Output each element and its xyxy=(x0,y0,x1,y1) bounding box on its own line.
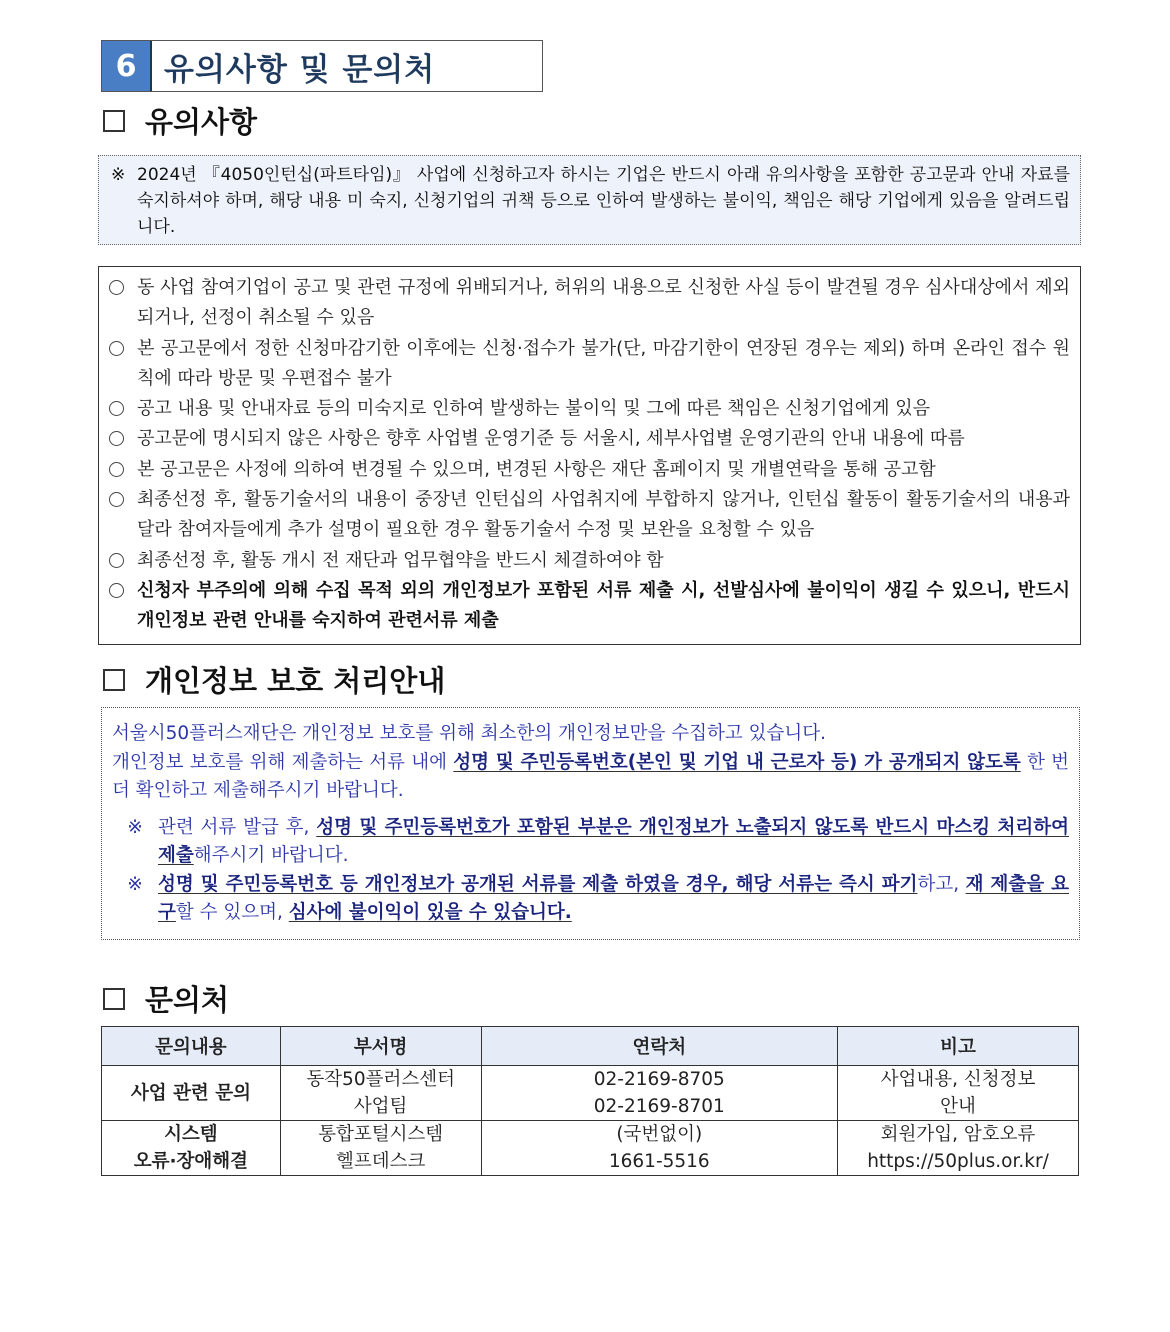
circle-bullet-icon xyxy=(109,455,137,485)
privacy-emphasis: 재 제출을 요구 xyxy=(158,873,1069,923)
table-header-row xyxy=(102,1027,1079,1066)
privacy-note-2: ※ 성명 및 주민등록번호 등 개인정보가 공개된 서류를 제출 하였을 경우, 해당 서류는 즉시 파기하고, 재 제출을 요구할 수 있으며, 심사에 불이익이 있을 수 있습니다. xyxy=(112,871,1069,928)
notice-intro-text: 2024년 『4050인턴십(파트타임)』 사업에 신청하고자 하시는 기업은 반드시 아래 유의사항을 포함한 공고문과 안내 자료를 숙지하셔야 하며, 해당 내용 미 숙지, 신청기업의 귀책 등으로 인하여 발생하는 불이익, 책임은 해당 기업에게 있음을 알려드립니다. xyxy=(137,165,1070,237)
list-item: 동 사업 참여기업이 공고 및 관련 규정에 위배되거나, 허위의 내용으로 신청한 사실 등이 발견될 경우 심사대상에서 제외되거나, 선정이 취소될 수 있음 xyxy=(109,273,1070,334)
circle-bullet-icon xyxy=(109,424,137,454)
circle-bullet-icon xyxy=(109,334,137,395)
privacy-note-1: ※ 관련 서류 발급 후, 성명 및 주민등록번호가 포함된 부분은 개인정보가 노출되지 않도록 반드시 마스킹 처리하여 제출해주시기 바랍니다. xyxy=(112,814,1069,871)
dept-cell: 동작50플러스센터 사업팀 xyxy=(280,1066,481,1121)
column-header: 연락처 xyxy=(481,1027,838,1066)
list-item: 공고 내용 및 안내자료 등의 미숙지로 인하여 발생하는 불이익 및 그에 따른 책임은 신청기업에게 있음 xyxy=(109,394,1070,424)
list-item-emphasis: 신청자 부주의에 의해 수집 목적 외의 개인정보가 포함된 서류 제출 시, 선발심사에 불이익이 생길 수 있으니, 반드시 개인정보 관련 안내를 숙지하여 관련서류 제출 xyxy=(109,576,1070,637)
list-item: 본 공고문에서 정한 신청마감기한 이후에는 신청·접수가 불가(단, 마감기한이 연장된 경우는 제외) 하며 온라인 접수 원칙에 따라 방문 및 우편접수 불가 xyxy=(109,334,1070,395)
notice-list xyxy=(98,266,1081,645)
checkbox-square-icon xyxy=(103,110,125,132)
column-header: 문의내용 xyxy=(102,1027,281,1066)
note-cell: 사업내용, 신청정보 안내 xyxy=(838,1066,1079,1121)
privacy-emphasis: 성명 및 주민등록번호가 포함된 부분은 개인정보가 노출되지 않도록 반드시 마스킹 처리하여 제출 xyxy=(158,816,1069,866)
reference-mark-icon: ※ xyxy=(127,816,143,838)
privacy-line-1: 서울시50플러스재단은 개인정보 보호를 위해 최소한의 개인정보만을 수집하고 있습니다. xyxy=(112,723,826,744)
section-title: 유의사항 및 문의처 xyxy=(164,51,436,88)
checkbox-square-icon xyxy=(103,988,125,1010)
contact-table xyxy=(101,1026,1079,1176)
privacy-emphasis: 성명 및 주민등록번호 등 개인정보가 공개된 서류를 제출 하였을 경우, 해당 서류는 즉시 파기 xyxy=(158,873,918,895)
contact-heading-text: 문의처 xyxy=(145,983,230,1017)
phone-cell: 02-2169-8705 02-2169-8701 xyxy=(481,1066,838,1121)
phone-cell: (국번없이) 1661-5516 xyxy=(481,1121,838,1176)
privacy-emphasis: 성명 및 주민등록번호(본인 및 기업 내 근로자 등) 가 공개되지 않도록 xyxy=(453,751,1021,773)
privacy-heading xyxy=(103,659,445,700)
checkbox-square-icon xyxy=(103,669,125,691)
section-header xyxy=(101,40,543,92)
circle-bullet-icon xyxy=(109,273,137,334)
privacy-line-2: 개인정보 보호를 위해 제출하는 서류 내에 성명 및 주민등록번호(본인 및 기업 내 근로자 등) 가 공개되지 않도록 한 번 더 확인하고 제출해주시기 바랍니다. xyxy=(112,751,1069,801)
dept-cell: 통합포털시스템 헬프데스크 xyxy=(280,1121,481,1176)
privacy-box xyxy=(101,707,1080,940)
list-item: 최종선정 후, 활동기술서의 내용이 중장년 인턴십의 사업취지에 부합하지 않거나, 인턴십 활동이 활동기술서의 내용과 달라 참여자들에게 추가 설명이 필요한 경우 활동기술서 수정 및 보완을 요청할 수 있음 xyxy=(109,485,1070,546)
section-number: 6 xyxy=(102,41,152,91)
website-link[interactable]: https://50plus.or.kr/ xyxy=(867,1151,1049,1172)
list-item: 본 공고문은 사정에 의하여 변경될 수 있으며, 변경된 사항은 재단 홈페이지 및 개별연락을 통해 공고함 xyxy=(109,455,1070,485)
topic-cell: 사업 관련 문의 xyxy=(102,1066,281,1121)
table-row xyxy=(102,1066,1079,1121)
column-header: 비고 xyxy=(838,1027,1079,1066)
list-item: 공고문에 명시되지 않은 사항은 향후 사업별 운영기준 등 서울시, 세부사업별 운영기관의 안내 내용에 따름 xyxy=(109,424,1070,454)
notices-heading-text: 유의사항 xyxy=(145,105,258,139)
list-item: 최종선정 후, 활동 개시 전 재단과 업무협약을 반드시 체결하여야 함 xyxy=(109,546,1070,576)
reference-mark-icon: ※ xyxy=(111,165,126,185)
note-cell: 회원가입, 암호오류 https://50plus.or.kr/ xyxy=(838,1121,1079,1176)
column-header: 부서명 xyxy=(280,1027,481,1066)
circle-bullet-icon xyxy=(109,394,137,424)
circle-bullet-icon xyxy=(109,485,137,546)
notice-box xyxy=(98,155,1081,245)
notices-heading xyxy=(103,100,257,141)
contact-heading xyxy=(103,978,229,1019)
table-row xyxy=(102,1121,1079,1176)
reference-mark-icon: ※ xyxy=(127,873,143,895)
topic-cell: 시스템 오류·장애해결 xyxy=(102,1121,281,1176)
circle-bullet-icon xyxy=(109,576,137,637)
circle-bullet-icon xyxy=(109,546,137,576)
privacy-heading-text: 개인정보 보호 처리안내 xyxy=(145,664,446,698)
privacy-emphasis: 심사에 불이익이 있을 수 있습니다. xyxy=(288,902,572,923)
